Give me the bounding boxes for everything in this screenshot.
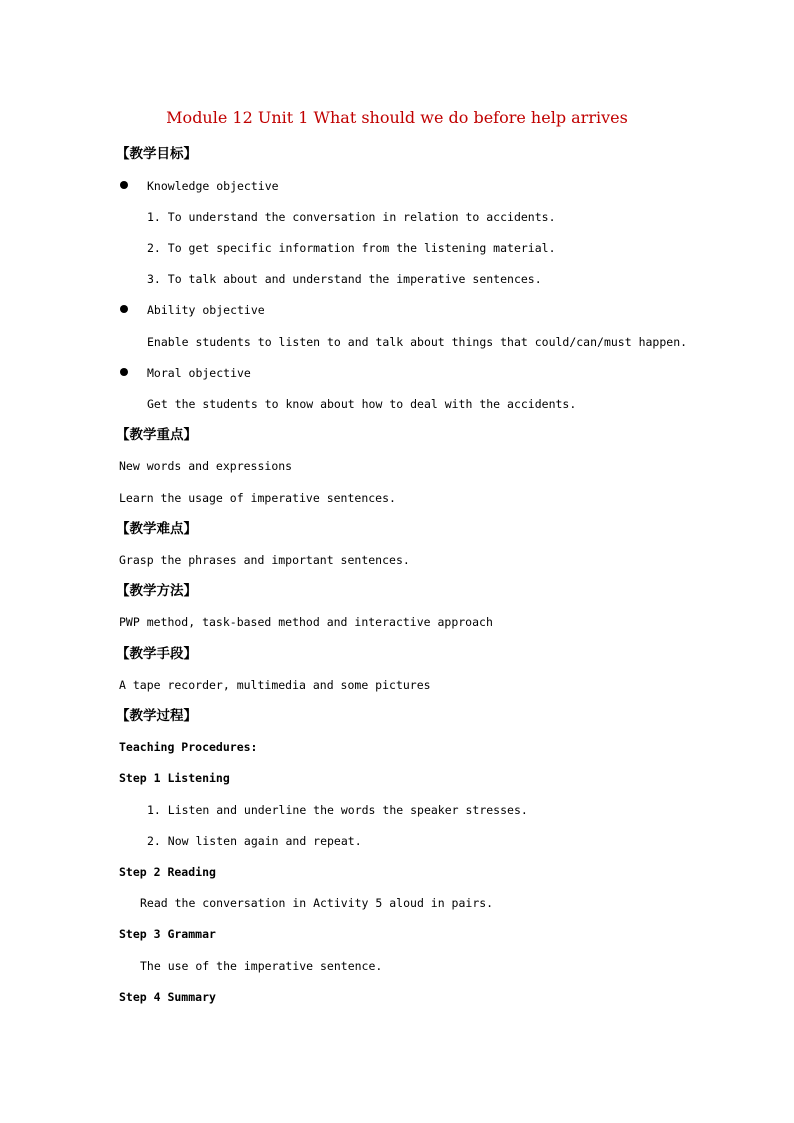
procedures-intro: Teaching Procedures: xyxy=(119,740,258,754)
bullet-icon xyxy=(120,181,128,189)
bullet-icon xyxy=(120,305,128,313)
step-3-label: Step 3 Grammar xyxy=(119,927,216,941)
step-2-text: Read the conversation in Activity 5 aloud in pairs. xyxy=(140,896,494,910)
process-heading: 【教学过程】 xyxy=(116,708,197,724)
knowledge-objective-label: Knowledge objective xyxy=(147,179,279,193)
step-4-label: Step 4 Summary xyxy=(119,990,216,1004)
moral-objective-text: Get the students to know about how to deal with the accidents. xyxy=(147,397,577,411)
step-1-item: 1. Listen and underline the words the speaker stresses. xyxy=(147,803,528,817)
bullet-icon xyxy=(120,368,128,376)
aids-line: A tape recorder, multimedia and some pictures xyxy=(119,678,431,692)
knowledge-item: 1. To understand the conversation in relation to accidents. xyxy=(147,210,556,224)
ability-objective-label: Ability objective xyxy=(147,303,265,317)
step-3-text: The use of the imperative sentence. xyxy=(140,959,383,973)
step-2-label: Step 2 Reading xyxy=(119,865,216,879)
difficult-point-line: Grasp the phrases and important sentences. xyxy=(119,553,410,567)
aids-heading: 【教学手段】 xyxy=(116,646,197,662)
document-title: Module 12 Unit 1 What should we do before help arrives xyxy=(166,108,628,127)
objectives-heading: 【教学目标】 xyxy=(116,146,197,162)
key-points-heading: 【教学重点】 xyxy=(116,427,197,443)
key-point-line: Learn the usage of imperative sentences. xyxy=(119,491,396,505)
methods-heading: 【教学方法】 xyxy=(116,583,197,599)
moral-objective-label: Moral objective xyxy=(147,366,251,380)
difficult-points-heading: 【教学难点】 xyxy=(116,521,197,537)
ability-objective-text: Enable students to listen to and talk about things that could/can/must happen. xyxy=(147,335,688,349)
knowledge-item: 2. To get specific information from the listening material. xyxy=(147,241,556,255)
key-point-line: New words and expressions xyxy=(119,459,293,473)
step-1-item: 2. Now listen again and repeat. xyxy=(147,834,362,848)
step-1-label: Step 1 Listening xyxy=(119,771,230,785)
method-line: PWP method, task-based method and interactive approach xyxy=(119,615,493,629)
knowledge-item: 3. To talk about and understand the imperative sentences. xyxy=(147,272,542,286)
